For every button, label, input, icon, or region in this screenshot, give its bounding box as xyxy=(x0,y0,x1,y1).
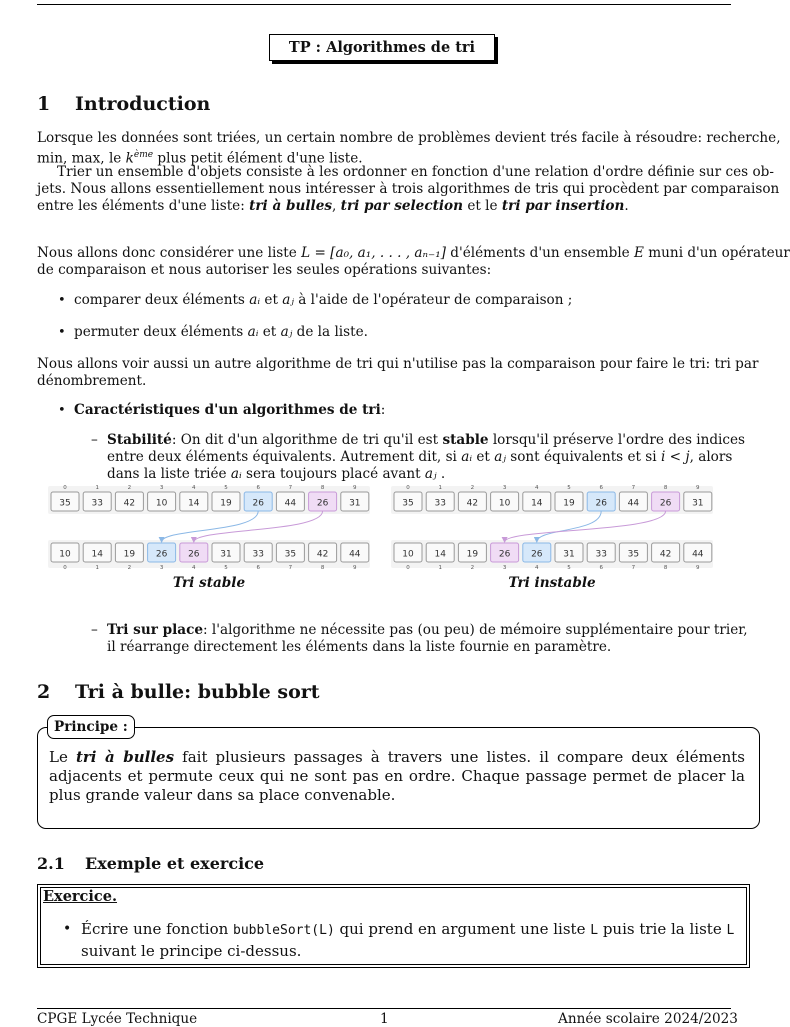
index-label: 7 xyxy=(288,565,293,571)
index-label: 6 xyxy=(256,565,260,571)
index-label: 4 xyxy=(192,485,196,491)
in-place-line-2: il réarrange directement les éléments dans la liste fournie en paramètre. xyxy=(107,639,612,655)
in-place-line-1: Tri sur place: l'algorithme ne nécessite pas (ou peu) de mémoire supplémentaire pour trier, xyxy=(107,622,748,638)
index-label: 1 xyxy=(438,565,442,571)
top-list-value: 26 xyxy=(595,498,607,509)
arrow-purple xyxy=(505,511,666,542)
document-title: TP : Algorithmes de tri xyxy=(269,34,495,61)
intro-line-1: Lorsque les données sont triées, un certain nombre de problèmes devient trés facile à résoudre: recherche, xyxy=(37,130,781,146)
term-insertion: tri par insertion xyxy=(501,198,625,214)
index-label: 2 xyxy=(127,565,132,571)
index-label: 0 xyxy=(63,565,67,571)
sorted-list-value: 14 xyxy=(91,549,103,560)
sorted-list-value: 10 xyxy=(402,549,414,560)
index-label: 1 xyxy=(95,485,99,491)
top-list-value: 42 xyxy=(123,498,136,509)
index-label: 9 xyxy=(696,485,700,491)
top-list-value: 26 xyxy=(316,498,329,509)
top-list-value: 19 xyxy=(563,498,575,509)
sorted-list-value: 44 xyxy=(349,549,361,560)
index-label: 2 xyxy=(127,485,132,491)
sorted-list-value: 26 xyxy=(188,549,200,560)
index-label: 9 xyxy=(696,565,700,571)
top-list-value: 14 xyxy=(188,498,200,509)
principle-label: Principe : xyxy=(47,715,135,739)
intro-line-3: Trier un ensemble d'objets consiste à les ordonner en fonction d'une relation d'ordre définie sur ces ob- xyxy=(57,164,774,180)
index-label: 1 xyxy=(95,565,99,571)
top-list-value: 35 xyxy=(402,498,414,509)
sorted-list-value: 14 xyxy=(434,549,446,560)
index-label: 3 xyxy=(502,565,507,571)
index-label: 0 xyxy=(63,485,67,491)
index-label: 2 xyxy=(470,565,475,571)
characteristics-heading: Caractéristiques d'un algorithmes de tri: xyxy=(74,402,386,418)
sorted-list-value: 35 xyxy=(284,549,297,560)
intro-line-8: Nous allons voir aussi un autre algorithme de tri qui n'utilise pas la comparaison pour faire le tri: tri par xyxy=(37,356,759,372)
top-list-value: 44 xyxy=(627,498,640,509)
index-label: 9 xyxy=(353,485,357,491)
index-label: 1 xyxy=(438,485,442,491)
sorted-list-value: 33 xyxy=(252,549,264,560)
index-label: 4 xyxy=(192,565,196,571)
intro-line-5: entre les éléments d'une liste: tri à bulles, tri par selection et le tri par insertion. xyxy=(37,198,629,214)
dash-marker: – xyxy=(91,622,98,638)
term-bulles: tri à bulles xyxy=(249,198,333,214)
top-list-value: 35 xyxy=(59,498,71,509)
bullet-dot: • xyxy=(63,921,72,937)
sorted-list-value: 42 xyxy=(659,549,672,560)
sorted-list-value: 26 xyxy=(498,549,511,560)
sorted-list-value: 26 xyxy=(155,549,168,560)
index-label: 8 xyxy=(320,565,325,571)
section-heading-bubble-sort: 2 Tri à bulle: bubble sort xyxy=(37,681,320,703)
footer-year: Année scolaire 2024/2023 xyxy=(558,1011,738,1027)
index-label: 4 xyxy=(535,485,539,491)
stability-line-2: entre deux éléments équivalents. Autrement dit, si aᵢ et aⱼ sont équivalents et si i < j, alors xyxy=(107,449,733,465)
index-label: 7 xyxy=(631,485,636,491)
stability-line-3: dans la liste triée aᵢ sera toujours placé avant aⱼ . xyxy=(107,466,446,482)
bullet-dot: • xyxy=(58,293,66,308)
sorted-list-value: 19 xyxy=(466,549,479,560)
figure-caption-instable: Tri instable xyxy=(508,575,596,591)
index-label: 5 xyxy=(567,565,571,571)
top-list-value: 31 xyxy=(349,498,361,509)
top-list-value: 10 xyxy=(498,498,511,509)
sorted-list-value: 44 xyxy=(692,549,704,560)
top-list-value: 33 xyxy=(91,498,103,509)
index-label: 5 xyxy=(567,485,571,491)
index-label: 0 xyxy=(406,485,410,491)
index-label: 0 xyxy=(406,565,410,571)
intro-line-4: jets. Nous allons essentiellement nous intéresser à trois algorithmes de tris qui procèdent par comparaison xyxy=(37,181,780,197)
stability-line-1: Stabilité: On dit d'un algorithme de tri qu'il est stable lorsqu'il préserve l'ordre des indices xyxy=(107,432,746,448)
index-label: 7 xyxy=(288,485,293,491)
index-label: 8 xyxy=(663,565,668,571)
principle-text: Le tri à bulles fait plusieurs passages à travers une listes. il compare deux éléments adjacents et permute ceux qui ne sont pas en ordre. Chaque passage permet de placer la plus grande valeur dans sa place convenable. xyxy=(49,748,746,804)
intro-line-9: dénombrement. xyxy=(37,373,147,389)
term-selection: tri par selection xyxy=(340,198,464,214)
subsection-heading-example: 2.1 Exemple et exercice xyxy=(37,854,265,873)
index-label: 3 xyxy=(159,565,164,571)
dash-marker: – xyxy=(91,432,98,448)
top-list-value: 14 xyxy=(531,498,543,509)
index-label: 6 xyxy=(599,565,603,571)
bullet-dot: • xyxy=(58,325,66,340)
intro-line-6: Nous allons donc considérer une liste L = [a₀, a₁, . . . , aₙ₋₁] d'éléments d'un ensemble E muni d'un opérateur xyxy=(37,245,790,261)
index-label: 8 xyxy=(663,485,668,491)
exercise-text: Écrire une fonction bubbleSort(L) qui prend en argument une liste L puis trie la liste L suivant le principe ci-dessus. xyxy=(81,920,735,960)
bullet-item-compare: comparer deux éléments aᵢ et aⱼ à l'aide de l'opérateur de comparaison ; xyxy=(74,292,573,308)
index-label: 8 xyxy=(320,485,325,491)
arrow-blue xyxy=(537,511,601,542)
list-notation: L = [a₀, a₁, . . . , aₙ₋₁] xyxy=(301,245,446,261)
top-list-value: 31 xyxy=(692,498,704,509)
index-label: 3 xyxy=(159,485,164,491)
bullet-dot: • xyxy=(58,403,66,418)
arrow-purple xyxy=(194,511,323,542)
arrow-blue xyxy=(162,511,259,542)
top-list-value: 26 xyxy=(252,498,264,509)
index-label: 3 xyxy=(502,485,507,491)
footer-page-number: 1 xyxy=(380,1011,389,1027)
footer-rule xyxy=(37,1008,731,1009)
sorted-list-value: 10 xyxy=(59,549,71,560)
top-list-value: 44 xyxy=(284,498,297,509)
index-label: 9 xyxy=(353,565,357,571)
top-list-value: 10 xyxy=(155,498,168,509)
index-label: 5 xyxy=(224,485,228,491)
index-label: 2 xyxy=(470,485,475,491)
sorted-list-value: 31 xyxy=(563,549,575,560)
exercise-title: Exercice. xyxy=(43,888,118,905)
sorted-list-value: 26 xyxy=(531,549,543,560)
intro-line-7: de comparaison et nous autoriser les seules opérations suivantes: xyxy=(37,262,492,278)
index-label: 6 xyxy=(599,485,603,491)
intro-line-2: min, max, le $k^{ème}$ plus petit élément d'une liste. xyxy=(37,150,363,167)
index-label: 4 xyxy=(535,565,539,571)
top-list-value: 42 xyxy=(466,498,479,509)
index-label: 7 xyxy=(631,565,636,571)
bullet-item-permute: permuter deux éléments aᵢ et aⱼ de la liste. xyxy=(74,324,368,340)
sorted-list-value: 35 xyxy=(627,549,640,560)
sorted-list-value: 42 xyxy=(316,549,329,560)
figure-caption-stable: Tri stable xyxy=(172,575,246,591)
top-list-value: 33 xyxy=(434,498,446,509)
top-list-value: 19 xyxy=(220,498,232,509)
sorted-list-value: 31 xyxy=(220,549,232,560)
sorted-list-value: 33 xyxy=(595,549,607,560)
footer-school: CPGE Lycée Technique xyxy=(37,1011,198,1027)
sorted-list-value: 19 xyxy=(123,549,136,560)
top-list-value: 26 xyxy=(659,498,672,509)
function-name: bubbleSort(L) xyxy=(233,923,335,938)
index-label: 6 xyxy=(256,485,260,491)
section-heading-introduction: 1 Introduction xyxy=(37,93,211,115)
index-label: 5 xyxy=(224,565,228,571)
